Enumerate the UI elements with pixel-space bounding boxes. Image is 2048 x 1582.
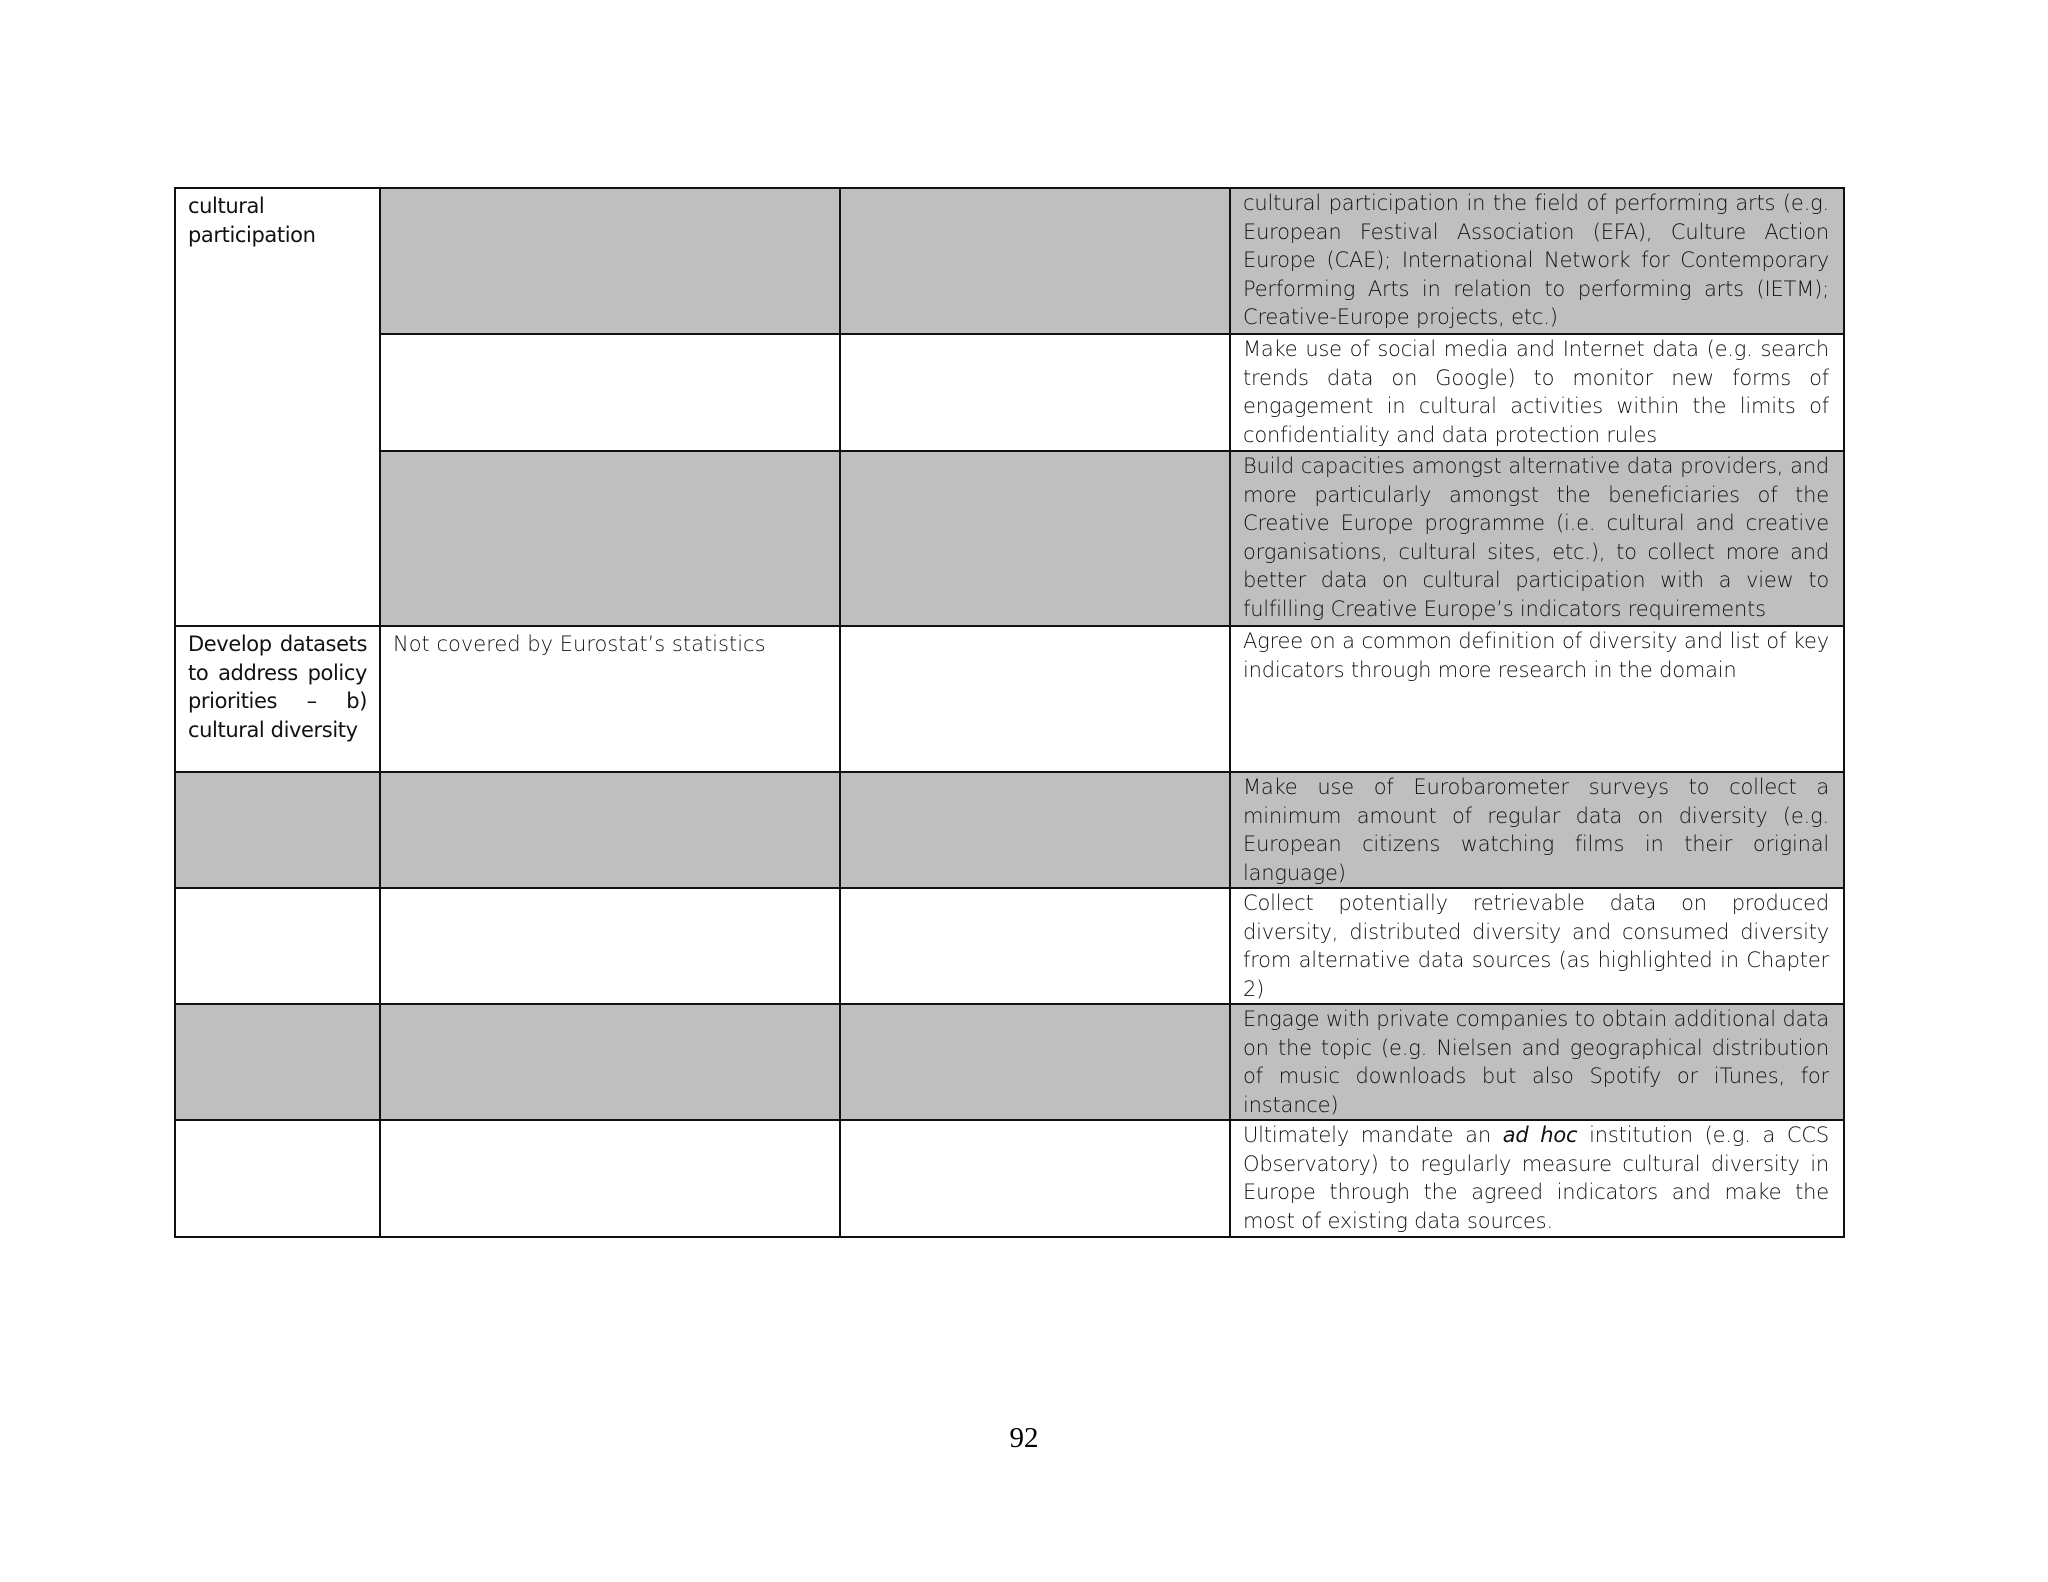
coverage-cell [380,188,840,334]
coverage-cell [380,1120,840,1237]
recommendation-cell [1230,1120,1844,1237]
recommendation-cell [1230,451,1844,626]
recommendation-cell [1230,188,1844,334]
source-cell [840,1120,1230,1237]
coverage-cell [380,772,840,888]
coverage-cell [380,888,840,1004]
recommendation-cell [1230,1004,1844,1120]
recommendation-text-start: Ultimately mandate an [1243,1123,1503,1147]
table-row [175,1120,1844,1237]
topic-label: Develop datasets to address policy priorities – b) cultural diversity [188,632,367,742]
source-cell [840,334,1230,451]
recommendations-table [174,187,1845,1238]
recommendation-text: Make use of social media and Internet data (e.g. search trends data on Google) to monitor new forms of engagement in cultural activities within the limits of confidentiality and data protection rules [1243,337,1829,447]
coverage-cell [380,451,840,626]
coverage-cell [380,334,840,451]
page-number: 92 [1009,1422,1039,1454]
table-row [175,888,1844,1004]
source-cell [840,451,1230,626]
recommendation-text: cultural participation in the field of performing arts (e.g. European Festival Association (EFA), Culture Action Europe (CAE); International Network for Contemporary Performing Arts in relation to performing arts (IETM); Creative-Europe projects, etc.) [1243,191,1829,329]
topic-cell [175,626,380,772]
source-cell [840,626,1230,772]
recommendation-text: Build capacities amongst alternative data providers, and more particularly amongst the beneficiaries of the Creative Europe programme (i.e. cultural and creative organisations, cultural sites, etc.), to collect more and better data on cultural participation with a view to fulfilling Creative Europe’s indicators requirements [1243,454,1829,621]
recommendation-cell [1230,626,1844,772]
topic-label: cultural participation [188,194,316,247]
table-row [175,334,1844,451]
recommendation-text-end: institution (e.g. a CCS Observatory) to regularly measure cultural diversity in Europe through the agreed indicators and make the most of existing data sources. [1243,1123,1829,1233]
topic-cell [175,772,380,888]
topic-cell [175,1004,380,1120]
recommendation-text-emphasis: ad hoc [1502,1123,1578,1147]
recommendation-cell [1230,334,1844,451]
table-row [175,626,1844,772]
table-row [175,1004,1844,1120]
recommendation-text: Agree on a common definition of diversity and list of key indicators through more research in the domain [1243,629,1829,682]
coverage-cell [380,1004,840,1120]
source-cell [840,888,1230,1004]
source-cell [840,772,1230,888]
recommendation-text: Make use of Eurobarometer surveys to collect a minimum amount of regular data on diversity (e.g. European citizens watching films in their original language) [1243,775,1829,885]
recommendation-text: Engage with private companies to obtain additional data on the topic (e.g. Nielsen and geographical distribution of music downloads but also Spotify or iTunes, for instance) [1243,1007,1829,1117]
table-row [175,451,1844,626]
table-row [175,188,1844,334]
topic-cell [175,1120,380,1237]
recommendation-cell [1230,772,1844,888]
topic-cell [175,888,380,1004]
source-cell [840,1004,1230,1120]
recommendation-cell [1230,888,1844,1004]
recommendation-text [1243,1121,1829,1235]
source-cell [840,188,1230,334]
coverage-cell: Not covered by Eurostat’s statistics [380,626,840,772]
recommendation-text: Collect potentially retrievable data on produced diversity, distributed diversity and consumed diversity from alternative data sources (as highlighted in Chapter 2) [1243,891,1829,1001]
topic-cell [175,188,380,626]
table-row [175,772,1844,888]
